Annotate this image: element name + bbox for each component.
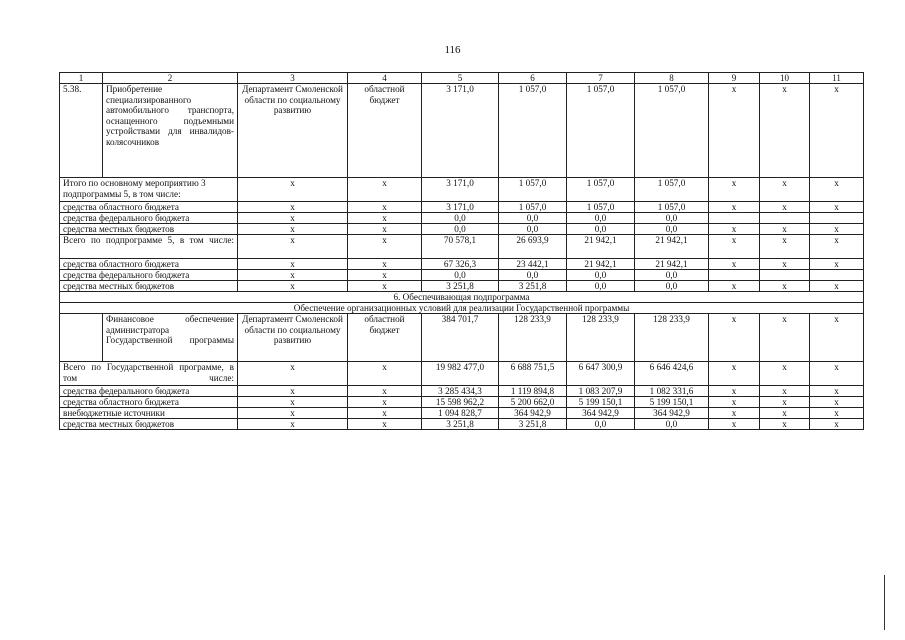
- indicator-9: х: [709, 84, 760, 178]
- cell: х: [348, 419, 422, 430]
- cell: х: [348, 259, 422, 270]
- table-row-admin: [60, 314, 864, 362]
- total-value: 3 171,0: [422, 84, 499, 178]
- cell: х: [348, 281, 422, 292]
- col-num: 9: [709, 73, 760, 84]
- funding-source: областной бюджет: [348, 314, 422, 362]
- cell: х: [238, 270, 348, 281]
- funding-source: областной бюджет: [348, 84, 422, 178]
- cell: х: [238, 397, 348, 408]
- row-label: средства федерального бюджета: [60, 386, 238, 397]
- indicator-10: х: [760, 314, 810, 362]
- table-row: [60, 281, 864, 292]
- cell: х: [709, 281, 760, 292]
- year2-value: 128 233,9: [567, 314, 635, 362]
- year3-value: 0,0: [635, 419, 709, 430]
- total-value: 70 578,1: [422, 235, 499, 259]
- row-label: средства местных бюджетов: [60, 224, 238, 235]
- year3-value: 5 199 150,1: [635, 397, 709, 408]
- table-row: [60, 386, 864, 397]
- table-row: [60, 397, 864, 408]
- cell: х: [238, 202, 348, 213]
- page-number: 116: [444, 44, 461, 56]
- cell: х: [810, 281, 864, 292]
- cell: х: [760, 202, 810, 213]
- year1-value: 0,0: [499, 213, 567, 224]
- col-num: 6: [499, 73, 567, 84]
- cell: х: [709, 419, 760, 430]
- year3-value: 0,0: [635, 270, 709, 281]
- total-value: 384 701,7: [422, 314, 499, 362]
- year3-value: 21 942,1: [635, 235, 709, 259]
- cell: х: [760, 408, 810, 419]
- table-row: [60, 178, 864, 202]
- year1-value: 364 942,9: [499, 408, 567, 419]
- cell: х: [709, 235, 760, 259]
- cell: х: [709, 386, 760, 397]
- col-num: 4: [348, 73, 422, 84]
- cell: х: [810, 419, 864, 430]
- row-label: средства областного бюджета: [60, 397, 238, 408]
- measure-name: Приобретение специализированного автомобильного транспорта, оснащенного подъемными устройствами для инвалидов-колясочников: [103, 84, 238, 178]
- col-num: 8: [635, 73, 709, 84]
- cell: х: [238, 386, 348, 397]
- row-number: [60, 314, 103, 362]
- cell: х: [709, 202, 760, 213]
- executor: Департамент Смоленской области по социальному развитию: [238, 84, 348, 178]
- cell: х: [709, 224, 760, 235]
- year1-value: 23 442,1: [499, 259, 567, 270]
- cell: [760, 270, 810, 281]
- year3-value: 128 233,9: [635, 314, 709, 362]
- col-num: 11: [810, 73, 864, 84]
- year3-value: 0,0: [635, 281, 709, 292]
- row-label: Всего по Государственной программе, в том числе:: [60, 362, 238, 386]
- total-value: 3 251,8: [422, 419, 499, 430]
- cell: х: [760, 235, 810, 259]
- cell: х: [348, 202, 422, 213]
- year3-value: 364 942,9: [635, 408, 709, 419]
- cell: х: [810, 259, 864, 270]
- year2-value: 21 942,1: [567, 235, 635, 259]
- year2-value: 1 057,0: [567, 202, 635, 213]
- row-label: средства федерального бюджета: [60, 213, 238, 224]
- col-num: 2: [103, 73, 238, 84]
- cell: х: [709, 408, 760, 419]
- cell: х: [348, 213, 422, 224]
- year1-value: 3 251,8: [499, 419, 567, 430]
- cell: х: [238, 178, 348, 202]
- row-label: Всего по подпрограмме 5, в том числе:: [60, 235, 238, 259]
- year1-value: 1 057,0: [499, 84, 567, 178]
- year2-value: 21 942,1: [567, 259, 635, 270]
- cell: х: [810, 178, 864, 202]
- year2-value: 0,0: [567, 270, 635, 281]
- section-title-row: [60, 292, 864, 303]
- cell: х: [238, 362, 348, 386]
- table-row: [60, 270, 864, 281]
- year2-value: 364 942,9: [567, 408, 635, 419]
- year1-value: 128 233,9: [499, 314, 567, 362]
- row-label: Итого по основному мероприятию 3 подпрограммы 5, в том числе:: [60, 178, 238, 202]
- year2-value: 0,0: [567, 419, 635, 430]
- cell: х: [760, 419, 810, 430]
- column-number-row: [60, 73, 864, 84]
- cell: х: [709, 397, 760, 408]
- col-num: 10: [760, 73, 810, 84]
- row-label: средства областного бюджета: [60, 202, 238, 213]
- year3-value: 0,0: [635, 224, 709, 235]
- cell: х: [810, 408, 864, 419]
- year2-value: 1 083 207,9: [567, 386, 635, 397]
- scan-edge-line: [884, 575, 885, 630]
- cell: х: [238, 419, 348, 430]
- cell: [760, 213, 810, 224]
- year3-value: 1 057,0: [635, 84, 709, 178]
- col-num: 5: [422, 73, 499, 84]
- indicator-9: х: [709, 314, 760, 362]
- table-row: [60, 259, 864, 270]
- total-value: 19 982 477,0: [422, 362, 499, 386]
- year1-value: 1 119 894,8: [499, 386, 567, 397]
- cell: х: [760, 281, 810, 292]
- indicator-10: х: [760, 84, 810, 178]
- total-value: 0,0: [422, 270, 499, 281]
- cell: х: [238, 224, 348, 235]
- year1-value: 0,0: [499, 270, 567, 281]
- year3-value: 0,0: [635, 213, 709, 224]
- executor: Департамент Смоленской области по социальному развитию: [238, 314, 348, 362]
- cell: [810, 213, 864, 224]
- cell: х: [709, 362, 760, 386]
- total-value: 3 251,8: [422, 281, 499, 292]
- cell: х: [238, 408, 348, 419]
- cell: х: [810, 235, 864, 259]
- year2-value: 1 057,0: [567, 84, 635, 178]
- year2-value: 0,0: [567, 224, 635, 235]
- total-value: 0,0: [422, 224, 499, 235]
- total-value: 1 094 828,7: [422, 408, 499, 419]
- total-value: 15 598 962,2: [422, 397, 499, 408]
- year2-value: 1 057,0: [567, 178, 635, 202]
- indicator-11: х: [810, 84, 864, 178]
- cell: х: [810, 397, 864, 408]
- cell: х: [810, 362, 864, 386]
- cell: х: [709, 259, 760, 270]
- row-label: средства местных бюджетов: [60, 281, 238, 292]
- cell: х: [348, 235, 422, 259]
- total-value: 3 285 434,3: [422, 386, 499, 397]
- cell: х: [238, 213, 348, 224]
- year1-value: 1 057,0: [499, 178, 567, 202]
- cell: х: [810, 202, 864, 213]
- cell: х: [760, 397, 810, 408]
- cell: х: [810, 224, 864, 235]
- year2-value: 5 199 150,1: [567, 397, 635, 408]
- year2-value: 0,0: [567, 213, 635, 224]
- cell: х: [348, 224, 422, 235]
- year2-value: 6 647 300,9: [567, 362, 635, 386]
- cell: х: [348, 408, 422, 419]
- year1-value: 5 200 662,0: [499, 397, 567, 408]
- section-title: 6. Обеспечивающая подпрограмма: [60, 292, 864, 303]
- total-value: 3 171,0: [422, 178, 499, 202]
- col-num: 7: [567, 73, 635, 84]
- year1-value: 0,0: [499, 224, 567, 235]
- row-label: внебюджетные источники: [60, 408, 238, 419]
- year3-value: 21 942,1: [635, 259, 709, 270]
- total-value: 67 326,3: [422, 259, 499, 270]
- table-row: [60, 202, 864, 213]
- indicator-11: х: [810, 314, 864, 362]
- cell: [810, 270, 864, 281]
- cell: х: [348, 362, 422, 386]
- table-row: [60, 419, 864, 430]
- cell: [709, 270, 760, 281]
- cell: х: [760, 386, 810, 397]
- cell: х: [760, 259, 810, 270]
- section-subtitle-row: [60, 303, 864, 314]
- row-label: средства местных бюджетов: [60, 419, 238, 430]
- cell: х: [760, 178, 810, 202]
- cell: х: [348, 386, 422, 397]
- row-label: средства областного бюджета: [60, 259, 238, 270]
- row-number: 5.38.: [60, 84, 103, 178]
- section-subtitle: Обеспечение организационных условий для реализации Государственной программы: [60, 303, 864, 314]
- table-row-538: [60, 84, 864, 178]
- measure-name: Финансовое обеспечение администратора Государственной программы: [103, 314, 238, 362]
- col-num: 3: [238, 73, 348, 84]
- cell: х: [709, 178, 760, 202]
- cell: х: [238, 259, 348, 270]
- year3-value: 1 057,0: [635, 202, 709, 213]
- year1-value: 26 693,9: [499, 235, 567, 259]
- cell: х: [348, 270, 422, 281]
- table-row: [60, 224, 864, 235]
- cell: х: [348, 397, 422, 408]
- total-value: 0,0: [422, 213, 499, 224]
- table-row: [60, 362, 864, 386]
- cell: х: [760, 362, 810, 386]
- year3-value: 1 082 331,6: [635, 386, 709, 397]
- table-row: [60, 235, 864, 259]
- year2-value: 0,0: [567, 281, 635, 292]
- cell: х: [348, 178, 422, 202]
- col-num: 1: [60, 73, 103, 84]
- cell: [709, 213, 760, 224]
- year1-value: 1 057,0: [499, 202, 567, 213]
- row-label: средства федерального бюджета: [60, 270, 238, 281]
- cell: х: [760, 224, 810, 235]
- year1-value: 3 251,8: [499, 281, 567, 292]
- year3-value: 6 646 424,6: [635, 362, 709, 386]
- year3-value: 1 057,0: [635, 178, 709, 202]
- cell: х: [810, 386, 864, 397]
- table-row: [60, 213, 864, 224]
- total-value: 3 171,0: [422, 202, 499, 213]
- year1-value: 6 688 751,5: [499, 362, 567, 386]
- budget-table: [59, 72, 864, 430]
- table-row: [60, 408, 864, 419]
- cell: х: [238, 235, 348, 259]
- cell: х: [238, 281, 348, 292]
